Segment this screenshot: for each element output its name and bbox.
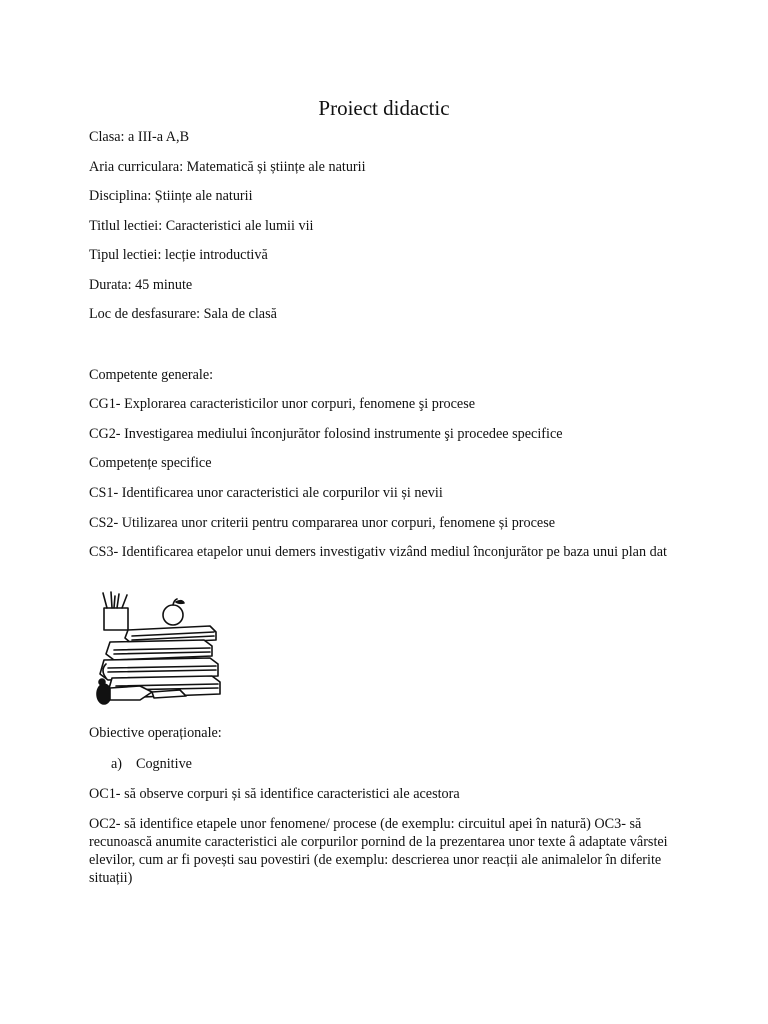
specific-competences-heading: Competențe specifice xyxy=(89,455,212,471)
list-marker: a) xyxy=(111,756,123,772)
list-item-label: Cognitive xyxy=(136,756,192,772)
objective-oc1: OC1- să observe corpuri și să identifice caracteristici ale acestora xyxy=(89,786,460,802)
document-title: Proiect didactic xyxy=(318,96,450,120)
objective-oc2-oc3-paragraph: OC2- să identifice etapele unor fenomene/ procese (de exemplu: circuitul apei în natură) OC3- să recunoască anumite caracteristici ale corpurilor pornind de la prezentarea unor texte â adaptate vârstei elevilor, cum ar fi povești sau povestiri (de exemplu: descrierea unor reacții ale animalelor în diferite situații) xyxy=(89,816,668,886)
books-apple-pencils-clipart-icon xyxy=(92,590,232,710)
info-discipline: Disciplina: Științe ale naturii xyxy=(89,188,253,204)
info-class: Clasa: a III-a A,B xyxy=(89,129,190,145)
info-location: Loc de desfasurare: Sala de clasă xyxy=(89,306,277,322)
general-competences-heading: Competente generale: xyxy=(89,367,214,383)
competence-cs2: CS2- Utilizarea unor criterii pentru compararea unor corpuri, fenomene și procese xyxy=(89,515,556,531)
info-lesson-type: Tipul lectiei: lecție introductivă xyxy=(89,247,268,263)
competence-cg2: CG2- Investigarea mediului înconjurător folosind instrumente şi procedee specifice xyxy=(89,426,563,442)
objectives-heading: Obiective operaționale: xyxy=(89,725,222,741)
competence-cs1: CS1- Identificarea unor caracteristici ale corpurilor vii și nevii xyxy=(89,485,443,501)
info-curricular-area: Aria curriculara: Matematică și științe ale naturii xyxy=(89,159,366,175)
info-duration: Durata: 45 minute xyxy=(89,277,193,293)
objective-list-item xyxy=(111,755,192,773)
competence-cs3: CS3- Identificarea etapelor unui demers investigativ vizând mediul înconjurător pe baza unui plan dat xyxy=(89,544,667,560)
competence-cg1: CG1- Explorarea caracteristicilor unor corpuri, fenomene şi procese xyxy=(89,396,476,412)
info-lesson-title: Titlul lectiei: Caracteristici ale lumii vii xyxy=(89,218,314,234)
